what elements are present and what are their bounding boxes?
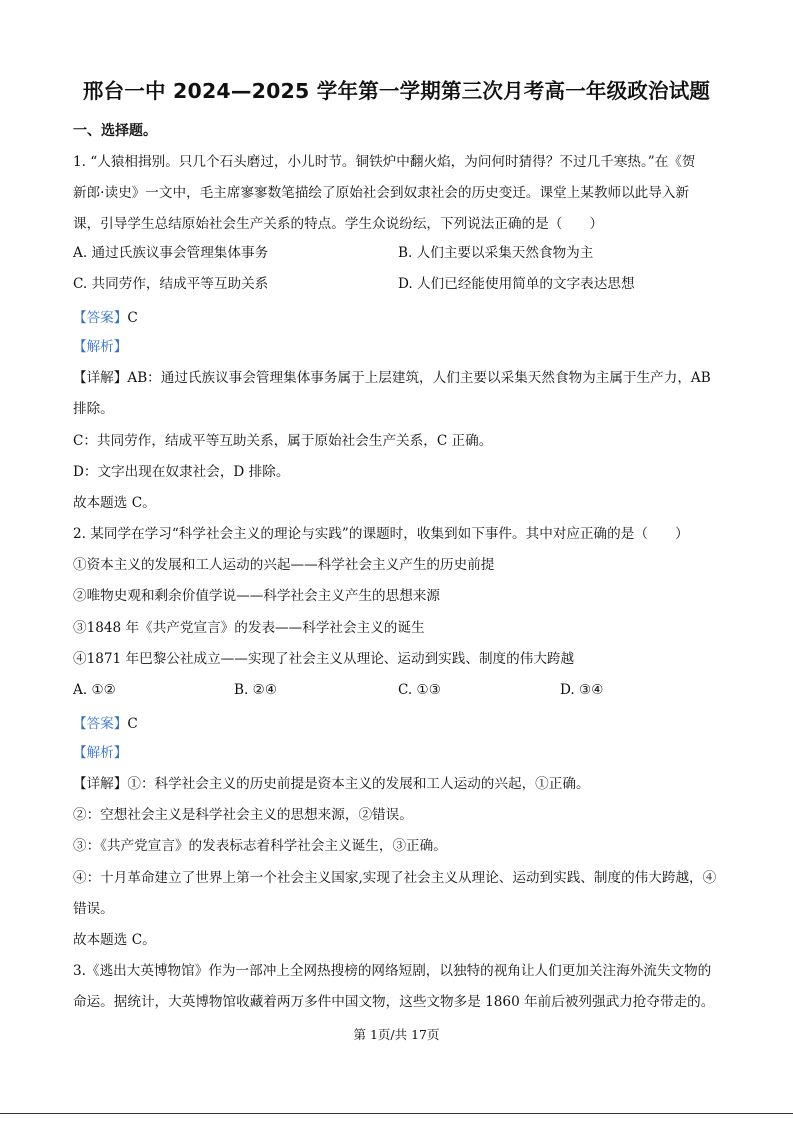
q2-option-b: B. ②④ xyxy=(234,682,278,698)
page-title: 邢台一中 2024—2025 学年第一学期第三次月考高一年级政治试题 xyxy=(82,79,711,103)
q2-option-a: A. ①② xyxy=(73,682,116,698)
q2-detail-line-3: ③：《共产党宣言》的发表标志着科学社会主义诞生，③正确。 xyxy=(73,838,447,854)
q1-stem-line-1: 1. “人猿相揖别。只几个石头磨过，小儿时节。铜铁炉中翻火焰，为问何时猜得？不过几千寒热。”在《贺 xyxy=(73,154,696,170)
q2-detail-line-1 xyxy=(73,775,590,793)
page-footer: 第 1页/共 17页 xyxy=(353,1027,440,1042)
q2-analysis-tag: 【解析】 xyxy=(73,745,128,761)
q2-detail-text: ①：科学社会主义的历史前提是资本主义的发展和工人运动的兴起，①正确。 xyxy=(127,776,590,792)
q2-detail-line-2: ②：空想社会主义是科学社会主义的思想来源，②错误。 xyxy=(73,807,413,823)
q1-detail-line-2: 排除。 xyxy=(73,401,114,417)
q2-detail-line-4: ④：十月革命建立了世界上第一个社会主义国家,实现了社会主义从理论、运动到实践、制度的伟大跨越，④ xyxy=(73,870,717,886)
q1-option-b: B. 人们主要以采集天然食物为主 xyxy=(398,245,594,261)
q1-answer-value: C xyxy=(127,310,138,326)
q1-option-c: C. 共同劳作，结成平等互助关系 xyxy=(73,276,269,292)
q3-stem-line-2: 命运。据统计，大英博物馆收藏着两万多件中国文物，这些文物多是 1860 年前后被列强武力抢夺带走的。 xyxy=(73,994,715,1010)
q2-stem: 2. 某同学在学习“科学社会主义的理论与实践”的课题时，收集到如下事件。其中对应正确的是（ ） xyxy=(73,526,689,542)
answer-tag: 【答案】 xyxy=(73,310,128,326)
q1-option-d: D. 人们已经能使用简单的文字表达思想 xyxy=(398,276,635,292)
q2-detail-line-5: 错误。 xyxy=(73,901,114,917)
q2-answer-line xyxy=(73,715,138,733)
q2-detail-line-6: 故本题选 C。 xyxy=(73,932,156,948)
q2-option-c: C. ①③ xyxy=(398,682,441,698)
q2-item-1: ①资本主义的发展和工人运动的兴起——科学社会主义产生的历史前提 xyxy=(73,557,495,573)
detail-tag: 【详解】 xyxy=(73,370,128,386)
q2-item-2: ②唯物史观和剩余价值学说——科学社会主义产生的思想来源 xyxy=(73,588,441,604)
q1-option-a: A. 通过氏族议事会管理集体事务 xyxy=(73,245,269,261)
detail-tag: 【详解】 xyxy=(73,776,128,792)
q1-detail-line-3: C：共同劳作，结成平等互助关系，属于原始社会生产关系，C 正确。 xyxy=(73,433,493,449)
q2-option-d: D. ③④ xyxy=(560,682,604,698)
q1-stem-line-2: 新郎·读史》一文中，毛主席寥寥数笔描绘了原始社会到奴隶社会的历史变迁。课堂上某教师以此导入新 xyxy=(73,185,690,201)
q2-item-3: ③1848 年《共产党宣言》的发表——科学社会主义的诞生 xyxy=(73,620,425,636)
q1-detail-text: AB：通过氏族议事会管理集体事务属于上层建筑，人们主要以采集天然食物为主属于生产力，AB xyxy=(127,370,711,386)
q1-detail-line-1 xyxy=(73,369,711,387)
bottom-divider xyxy=(0,1113,793,1114)
q2-answer-value: C xyxy=(127,716,138,732)
q3-stem-line-1: 3.《逃出大英博物馆》作为一部冲上全网热搜榜的网络短剧，以独特的视角让人们更加关注海外流失文物的 xyxy=(73,963,712,979)
answer-tag: 【答案】 xyxy=(73,716,128,732)
q1-stem-line-3: 课，引导学生总结原始社会生产关系的特点。学生众说纷纭，下列说法正确的是（ ） xyxy=(73,216,604,232)
q2-item-4: ④1871 年巴黎公社成立——实现了社会主义从理论、运动到实践、制度的伟大跨越 xyxy=(73,651,575,667)
q1-analysis-tag: 【解析】 xyxy=(73,339,128,355)
q1-detail-line-5: 故本题选 C。 xyxy=(73,495,156,511)
q1-detail-line-4: D：文字出现在奴隶社会，D 排除。 xyxy=(73,464,290,480)
q1-answer-line xyxy=(73,309,138,327)
section-heading: 一、选择题。 xyxy=(73,123,157,139)
